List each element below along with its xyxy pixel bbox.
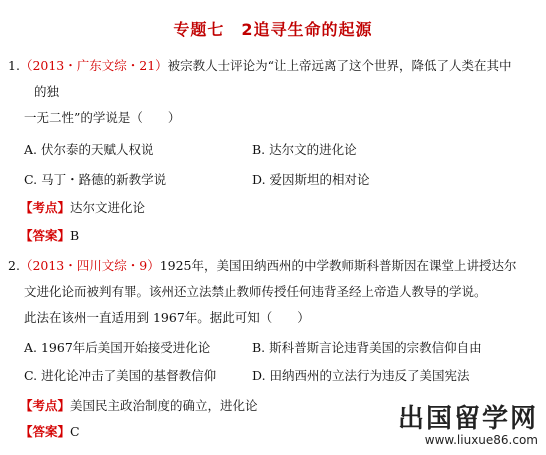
watermark-url: www.liuxue86.com	[424, 433, 538, 447]
point-text: 达尔文进化论	[70, 200, 146, 215]
question-2-line-1	[8, 258, 517, 274]
answer-label: 【答案】	[20, 424, 71, 439]
watermark-name: 出国留学网	[397, 404, 538, 434]
watermark	[398, 398, 538, 447]
point-label: 【考点】	[20, 200, 71, 215]
question-number: 2.	[8, 258, 20, 273]
option-b: B. 斯科普斯言论违背美国的宗教信仰自由	[252, 340, 482, 355]
option-c: C. 马丁・路德的新教学说	[24, 172, 167, 187]
question-1-point	[20, 200, 145, 216]
option-d: D. 田纳西州的立法行为违反了美国宪法	[252, 368, 470, 383]
question-2-line-2: 文进化论而被判有罪。该州还立法禁止教师传授任何违背圣经上帝造人教导的学说。	[24, 284, 487, 299]
question-source: （2013・四川文综・9）	[19, 258, 160, 273]
option-a: A. 1967年后美国开始接受进化论	[24, 340, 211, 355]
answer-text: C	[70, 424, 80, 439]
question-2-point	[20, 398, 258, 414]
question-stem: 1925年，美国田纳西州的中学教师斯科普斯因在课堂上讲授达尔	[159, 258, 517, 273]
point-label: 【考点】	[20, 398, 71, 413]
question-1-line-1	[8, 58, 512, 74]
question-2-line-3: 此法在该州一直适用到 1967年。据此可知（ ）	[24, 310, 310, 325]
page-title: 专题七 2追寻生命的起源	[173, 20, 373, 39]
question-source: （2013・广东文综・21）	[19, 58, 168, 73]
question-number: 1.	[8, 58, 20, 73]
point-text: 美国民主政治制度的确立，进化论	[70, 398, 258, 413]
question-1-answer	[20, 228, 79, 244]
answer-text: B	[70, 228, 80, 243]
question-stem: 被宗教人士评论为“让上帝远离了这个世界，降低了人类在其中	[167, 58, 512, 73]
option-d: D. 爱因斯坦的相对论	[252, 172, 370, 187]
question-1-line-2: 的独	[34, 84, 60, 99]
option-b: B. 达尔文的进化论	[252, 142, 357, 157]
answer-label: 【答案】	[20, 228, 71, 243]
question-2-answer	[20, 424, 80, 440]
option-c: C. 进化论冲击了美国的基督教信仰	[24, 368, 217, 383]
option-a: A. 伏尔泰的天赋人权说	[24, 142, 154, 157]
question-1-line-3: 一无二性”的学说是（ ）	[24, 110, 181, 125]
